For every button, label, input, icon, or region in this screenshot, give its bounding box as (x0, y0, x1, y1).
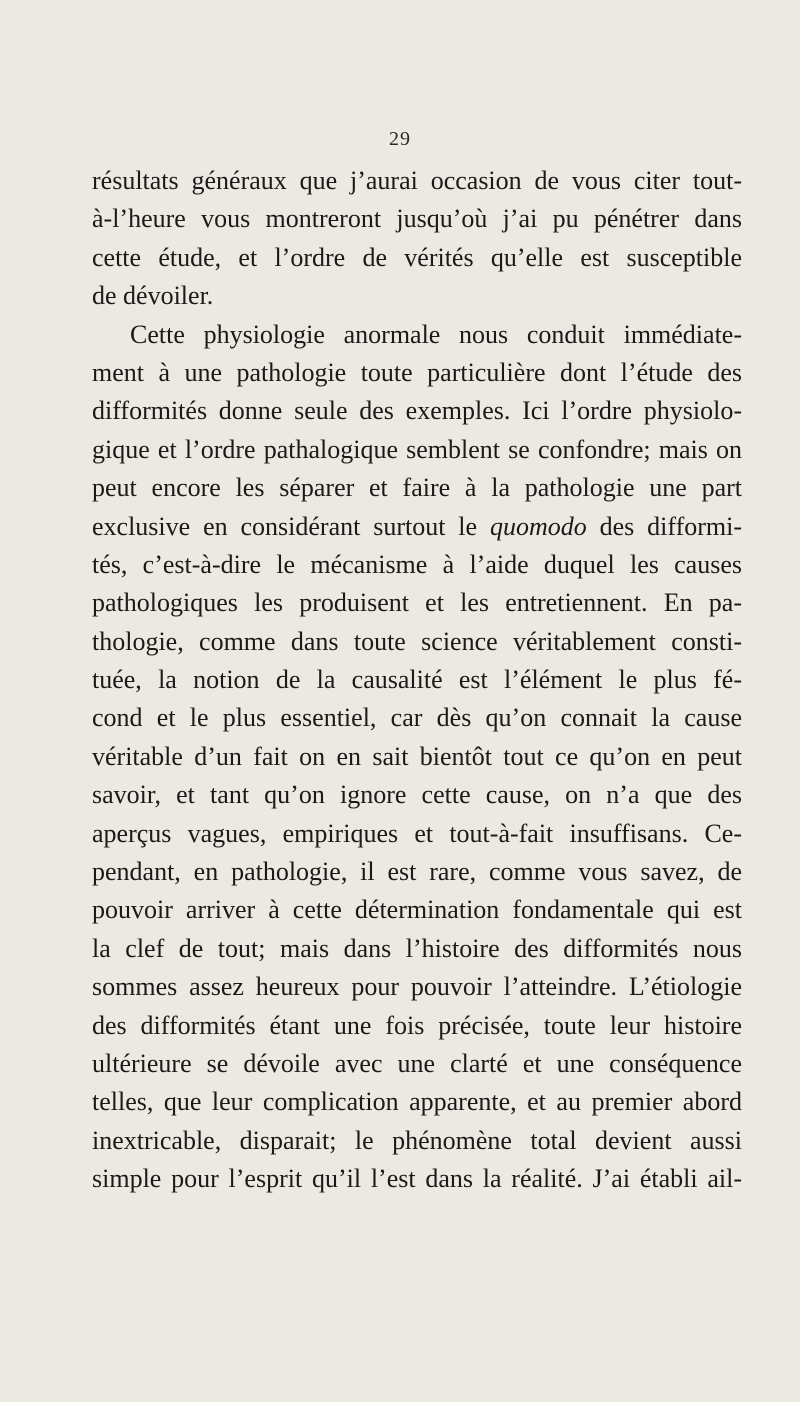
text-line: pathologiques les produisent et les entretiennent. En pa- (92, 588, 742, 618)
text-line: thologie, comme dans toute science véritablement consti- (92, 626, 742, 656)
text-line: ment à une pathologie toute particulière dont l’étude des (92, 357, 742, 387)
text-line: ultérieure se dévoile avec une clarté et une conséquence (92, 1048, 742, 1078)
text-line: savoir, et tant qu’on ignore cette cause, on n’a que des (92, 780, 742, 810)
text-line: à-l’heure vous montreront jusqu’où j’ai pu pénétrer dans (92, 204, 742, 234)
text-line: sommes assez heureux pour pouvoir l’atteindre. L’étiologie (92, 972, 742, 1002)
page-number: 29 (389, 128, 411, 150)
text-line: tés, c’est-à-dire le mécanisme à l’aide duquel les causes (92, 549, 742, 579)
text-line: cond et le plus essentiel, car dès qu’on connait la cause (92, 703, 742, 733)
text-line: de dévoiler. (92, 281, 214, 311)
text-segment: exclusive en considérant surtout le (92, 511, 490, 541)
text-line: cette étude, et l’ordre de vérités qu’elle est susceptible (92, 242, 742, 272)
text-line: difformités donne seule des exemples. Ici l’ordre physiolo- (92, 396, 742, 426)
text-line: tuée, la notion de la causalité est l’élément le plus fé- (92, 665, 742, 695)
text-line: peut encore les séparer et faire à la pathologie une part (92, 473, 742, 503)
text-line: pouvoir arriver à cette détermination fondamentale qui est (92, 895, 742, 925)
text-line: la clef de tout; mais dans l’histoire des difformités nous (92, 933, 742, 963)
text-line: résultats généraux que j’aurai occasion de vous citer tout- (92, 166, 742, 195)
text-line: véritable d’un fait on en sait bientôt tout ce qu’on en peut (92, 741, 742, 771)
text-line: Cette physiologie anormale nous conduit immédiate- (130, 319, 742, 349)
text-segment: des difformi- (586, 511, 743, 541)
body-text (92, 162, 742, 1199)
text-line: gique et l’ordre pathalogique semblent se confondre; mais on (92, 434, 742, 464)
text-line: inextricable, disparait; le phénomène total devient aussi (92, 1125, 742, 1155)
text-line: aperçus vagues, empiriques et tout-à-fait insuffisans. Ce- (92, 818, 742, 848)
text-line (92, 508, 742, 546)
text-line: simple pour l’esprit qu’il l’est dans la réalité. J’ai établi ail- (92, 1164, 742, 1194)
text-line: des difformités étant une fois précisée, toute leur histoire (92, 1010, 742, 1040)
italic-term: quomodo (489, 511, 587, 541)
text-line: pendant, en pathologie, il est rare, comme vous savez, de (92, 857, 742, 887)
text-line: telles, que leur complication apparente, et au premier abord (92, 1087, 742, 1117)
